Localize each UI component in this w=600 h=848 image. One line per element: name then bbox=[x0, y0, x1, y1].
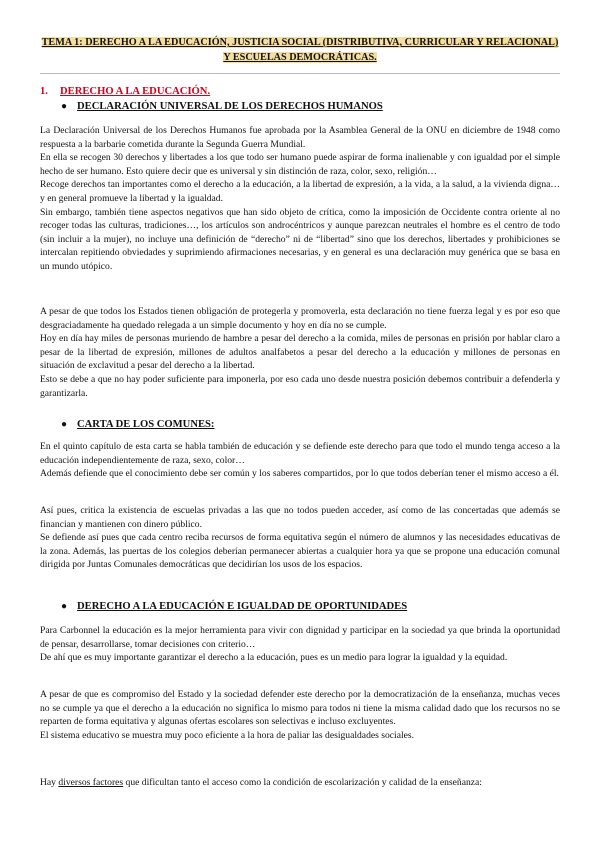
paragraph: La Declaración Universal de los Derechos Humanos fue aprobada por la Asamblea General de la ONU en diciembre de 1948 como respuesta a la barbarie cometida durante la Segunda Guerra Mundial. bbox=[40, 125, 560, 150]
paragraph: En ella se recogen 30 derechos y libertades a los que todo ser humano puede aspirar de forma inalienable y con igualdad por el simple hecho de ser humano. Esto quiere decir que es universal y sin distinción de raza, color, sexo, religión… bbox=[40, 152, 560, 177]
subheading-carta bbox=[61, 419, 214, 430]
paragraph: Además defiende que el conocimiento debe ser común y los saberes compartidos, por lo que todos deberían tener el mismo acceso a él. bbox=[40, 468, 559, 480]
paragraph: Hoy en día hay miles de personas muriendo de hambre a pesar del derecho a la comida, miles de personas en prisión por hablar claro a pesar de la libertad de expresión, millones de adultos analfabetos a pesar del derecho a la educación y millones de personas en situación de exclavitud a pesar del derecho a la libertad. bbox=[40, 333, 560, 372]
paragraph: Recoge derechos tan importantes como el derecho a la educación, a la libertad de expresión, a la vida, a la salud, a la vivienda digna… y en general promueve la libertad y la igualdad. bbox=[40, 179, 560, 204]
page-title bbox=[40, 35, 560, 65]
paragraph: Para Carbonnel la educación es la mejor herramienta para vivir con dignidad y participar en la sociedad ya que brinda la oportunidad de pensar, desarrollarse, tomar decisiones con criterio… bbox=[40, 625, 560, 650]
paragraph: Esto se debe a que no hay poder suficiente para imponerla, por eso cada uno desde nuestra posición debemos contribuir a defenderla y garantizarla. bbox=[40, 373, 560, 399]
subheading-text: CARTA DE LOS COMUNES: bbox=[77, 419, 215, 430]
paragraph-block-6 bbox=[40, 688, 560, 742]
title-text: TEMA 1: DERECHO A LA EDUCACIÓN, JUSTICIA SOCIAL (DISTRIBUTIVA, CURRICULAR Y RELACIONAL) Y ESCUELAS DEMOCRÁTICAS. bbox=[41, 37, 559, 63]
paragraph-block-7 bbox=[40, 776, 560, 790]
paragraph: A pesar de que todos los Estados tienen obligación de protegerla y promoverla, esta declaración no tiene fuerza legal y es por eso que desgraciadamente ha quedado relegada a un simple documento y hoy en día no se cumple. bbox=[40, 306, 560, 331]
section-heading-1 bbox=[40, 86, 210, 97]
text-run: que dificultan tanto el acceso como la condición de escolarización y calidad de la enseñanza: bbox=[123, 777, 482, 788]
text-run: Hay bbox=[40, 777, 59, 788]
subheading-text: DECLARACIÓN UNIVERSAL DE LOS DERECHOS HUMANOS bbox=[77, 101, 383, 112]
paragraph-block-4 bbox=[40, 504, 560, 572]
paragraph: Se defiende así pues que cada centro reciba recursos de forma equitativa según el número de alumnos y las necesidades educativas de la zona. Además, las puertas de los colegios deberían permanecer abiertas a cualquier hora ya que se propone una educación comunal dirigida por Juntas Comunales democráticas que decidirían los usos de los espacios. bbox=[40, 532, 560, 571]
section-title: DERECHO A LA EDUCACIÓN. bbox=[60, 86, 211, 97]
section-number: 1. bbox=[40, 86, 48, 97]
bullet-icon: ● bbox=[61, 419, 68, 430]
paragraph: Así pues, critica la existencia de escuelas privadas a las que no todos pueden acceder, así como de las concertadas que además se financian y mantienen con dinero público. bbox=[40, 505, 560, 530]
subheading-text: DERECHO A LA EDUCACIÓN E IGUALDAD DE OPORTUNIDADES bbox=[77, 601, 408, 612]
paragraph-block-1 bbox=[40, 124, 560, 274]
paragraph: En el quinto capítulo de esta carta se habla también de educación y se defiende este derecho para que todo el mundo tenga acceso a la educación independientemente de raza, sexo, color… bbox=[40, 441, 560, 466]
paragraph: Sin embargo, también tiene aspectos negativos que han sido objeto de crítica, como la imposición de Occidente contra oriente al no recoger todas las culturas, tradiciones…, los artículos son androcéntricos y aunque parezcan neutrales el hombre es el centro de todo (sin incluir a la mujer), no incluye una definición de “derecho” ni de “libertad” sino que los derechos, libertades y prohibiciones se intercalan repitiendo obviedades y suprimiendo afirmaciones necesarias, y en general es una declaración muy genérica que se basa en un mundo utópico. bbox=[40, 206, 560, 272]
subheading-declaracion bbox=[61, 101, 383, 112]
paragraph: A pesar de que es compromiso del Estado y la sociedad defender este derecho por la democratización de la enseñanza, muchas veces no se cumple ya que el derecho a la educación no significa lo mismo para todos ni tiene la misma calidad dado que los recursos no se reparten de forma equitativa y algunas ofertas escolares son selectivas e incluso excluyentes. bbox=[40, 689, 560, 728]
paragraph-block-5 bbox=[40, 624, 560, 665]
bullet-icon: ● bbox=[61, 601, 68, 612]
paragraph bbox=[40, 776, 560, 790]
subheading-igualdad bbox=[61, 601, 407, 612]
paragraph-block-3 bbox=[40, 440, 560, 481]
title-divider bbox=[40, 73, 560, 74]
paragraph: De ahí que es muy importante garantizar el derecho a la educación, pues es un medio para lograr la igualdad y la equidad. bbox=[40, 652, 508, 664]
bullet-icon: ● bbox=[61, 101, 68, 112]
paragraph: El sistema educativo se muestra muy poco eficiente a la hora de paliar las desigualdades sociales. bbox=[40, 729, 415, 741]
underlined-phrase: diversos factores bbox=[58, 777, 124, 788]
paragraph-block-2 bbox=[40, 305, 560, 400]
